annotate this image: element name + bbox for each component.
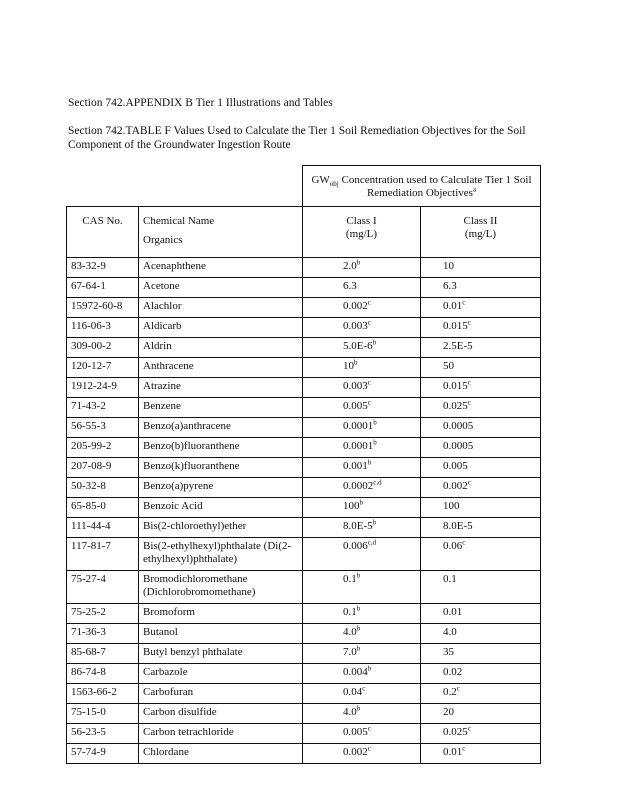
class1-cell — [303, 571, 421, 604]
class2-cell — [421, 518, 541, 538]
class1-footnote: c — [367, 724, 371, 733]
chem-header — [139, 207, 303, 258]
table-row — [67, 538, 541, 571]
class1-value: 0.005 — [343, 400, 368, 412]
class1-value: 8.0E-5 — [343, 520, 373, 532]
class1-cell — [303, 498, 421, 518]
class2-cell — [421, 398, 541, 418]
class1-value: 4.0 — [343, 706, 357, 718]
class1-value: 0.005 — [343, 726, 368, 738]
class1-footnote: b — [356, 258, 361, 267]
cas-cell: 83-32-9 — [67, 258, 139, 278]
class1-value: 6.3 — [343, 280, 357, 292]
class2-cell — [421, 358, 541, 378]
chemical-cell: Bis(2-ethylhexyl)phthalate (Di(2-ethylhexyl)phthalate) — [139, 538, 303, 571]
group-label: GW — [311, 174, 330, 186]
class2-value: 0.02 — [443, 666, 463, 678]
class1-label: Class I — [346, 215, 377, 227]
cas-cell: 71-36-3 — [67, 624, 139, 644]
class1-value: 0.04 — [343, 686, 363, 698]
class1-footnote: b — [356, 604, 361, 613]
class1-value: 5.0E-6 — [343, 340, 373, 352]
table-title: Section 742.TABLE F Values Used to Calculate the Tier 1 Soil Remediation Objectives for the Soil Component of the Groundwater Ingestion Route — [68, 125, 526, 151]
cas-cell: 75-15-0 — [67, 704, 139, 724]
table-row — [67, 684, 541, 704]
class1-value: 0.004 — [343, 666, 368, 678]
cas-cell: 117-81-7 — [67, 538, 139, 571]
cas-cell: 1912-24-9 — [67, 378, 139, 398]
class2-cell — [421, 664, 541, 684]
cas-cell: 71-43-2 — [67, 398, 139, 418]
cas-cell: 57-74-9 — [67, 744, 139, 764]
class1-cell — [303, 378, 421, 398]
class1-footnote: c — [367, 398, 371, 407]
class1-value: 0.003 — [343, 380, 368, 392]
class2-value: 0.002 — [443, 480, 468, 492]
class2-cell — [421, 744, 541, 764]
class1-footnote: b — [359, 498, 363, 507]
class2-cell — [421, 624, 541, 644]
class1-cell — [303, 298, 421, 318]
cas-cell: 75-27-4 — [67, 571, 139, 604]
class1-value: 100 — [343, 500, 360, 512]
table-row — [67, 398, 541, 418]
class1-value: 4.0 — [343, 626, 357, 638]
blank-header — [67, 166, 303, 207]
class2-value: 10 — [443, 260, 454, 272]
class1-footnote: c,d — [373, 478, 382, 487]
chemical-cell: Atrazine — [139, 378, 303, 398]
table-row — [67, 704, 541, 724]
class2-cell — [421, 298, 541, 318]
cas-cell: 120-12-7 — [67, 358, 139, 378]
chemical-cell: Aldrin — [139, 338, 303, 358]
values-table — [66, 165, 541, 764]
chemical-cell: Aldicarb — [139, 318, 303, 338]
cas-cell: 50-32-8 — [67, 478, 139, 498]
cas-cell: 205-99-2 — [67, 438, 139, 458]
class2-footnote: c — [462, 744, 466, 753]
chem-label: Chemical Name — [143, 215, 215, 227]
class1-value: 0.1 — [343, 573, 357, 585]
chemical-cell: Benzo(k)fluoranthene — [139, 458, 303, 478]
class1-value: 0.0001 — [343, 420, 374, 432]
class1-value: 0.1 — [343, 606, 357, 618]
chemical-cell: Benzene — [139, 398, 303, 418]
class1-footnote: c — [367, 744, 371, 753]
class1-footnote: b — [372, 518, 377, 527]
class2-cell — [421, 704, 541, 724]
class1-unit: (mg/L) — [345, 228, 378, 240]
class1-footnote: b — [356, 571, 361, 580]
class2-cell — [421, 258, 541, 278]
class1-footnote: c — [367, 298, 371, 307]
chemical-cell: Benzo(a)anthracene — [139, 418, 303, 438]
class2-footnote: c — [467, 318, 471, 327]
class1-footnote: c — [367, 318, 371, 327]
class2-value: 0.01 — [443, 300, 463, 312]
class1-footnote: c — [367, 378, 371, 387]
class1-footnote: b — [372, 338, 377, 347]
chemical-cell: Acenaphthene — [139, 258, 303, 278]
class1-value: 0.006 — [343, 540, 368, 552]
class1-cell — [303, 724, 421, 744]
class1-cell — [303, 458, 421, 478]
class2-value: 50 — [443, 360, 454, 372]
class2-value: 0.025 — [443, 400, 468, 412]
cas-cell: 75-25-2 — [67, 604, 139, 624]
table-row — [67, 624, 541, 644]
class2-footnote: c — [467, 724, 471, 733]
table-row — [67, 604, 541, 624]
class2-value: 0.01 — [443, 606, 463, 618]
table-row — [67, 664, 541, 684]
table-row — [67, 358, 541, 378]
class1-footnote: b — [356, 644, 361, 653]
table-row — [67, 318, 541, 338]
group-rest: Concentration used to Calculate Tier 1 Soil Remediation Objectives — [338, 174, 532, 199]
cas-cell: 309-00-2 — [67, 338, 139, 358]
class2-label: Class II — [463, 215, 498, 227]
class1-cell — [303, 338, 421, 358]
cas-cell: 56-55-3 — [67, 418, 139, 438]
class2-header — [421, 207, 541, 258]
class1-cell — [303, 438, 421, 458]
group-sub: obj — [329, 180, 339, 189]
chemical-cell: Bromoform — [139, 604, 303, 624]
class2-value: 0.025 — [443, 726, 468, 738]
chemical-cell: Acetone — [139, 278, 303, 298]
cas-cell: 67-64-1 — [67, 278, 139, 298]
class1-value: 0.0002 — [343, 480, 374, 492]
class2-footnote: c — [467, 478, 471, 487]
class2-value: 0.1 — [443, 573, 457, 585]
class1-cell — [303, 664, 421, 684]
table-row — [67, 258, 541, 278]
class1-footnote: c,d — [367, 538, 377, 547]
class2-cell — [421, 724, 541, 744]
class2-value: 0.01 — [443, 746, 463, 758]
class1-cell — [303, 644, 421, 664]
chemical-cell: Benzoic Acid — [139, 498, 303, 518]
class2-value: 100 — [443, 500, 460, 512]
chemical-cell: Bromodichloromethane (Dichlorobromomethane) — [139, 571, 303, 604]
class1-cell — [303, 744, 421, 764]
class1-cell — [303, 684, 421, 704]
class1-value: 7.0 — [343, 646, 357, 658]
class2-footnote: c — [467, 398, 471, 407]
class2-cell — [421, 644, 541, 664]
class1-value: 2.0 — [343, 260, 357, 272]
class2-cell — [421, 438, 541, 458]
class1-footnote: b — [356, 704, 361, 713]
table-row — [67, 438, 541, 458]
class1-cell — [303, 398, 421, 418]
class2-value: 0.06 — [443, 540, 463, 552]
chemical-cell: Benzo(b)fluoranthene — [139, 438, 303, 458]
class2-unit: (mg/L) — [464, 228, 497, 240]
class2-footnote: c — [456, 684, 460, 693]
chemical-cell: Butanol — [139, 624, 303, 644]
cas-cell: 85-68-7 — [67, 644, 139, 664]
table-row — [67, 498, 541, 518]
cas-cell: 111-44-4 — [67, 518, 139, 538]
class2-cell — [421, 478, 541, 498]
class2-cell — [421, 684, 541, 704]
cas-cell: 116-06-3 — [67, 318, 139, 338]
table-row — [67, 278, 541, 298]
class1-value: 0.0001 — [343, 440, 374, 452]
chemical-cell: Carbazole — [139, 664, 303, 684]
class1-header — [303, 207, 421, 258]
table-row — [67, 571, 541, 604]
class1-value: 0.002 — [343, 746, 368, 758]
table-row — [67, 644, 541, 664]
chemical-cell: Carbon disulfide — [139, 704, 303, 724]
class1-value: 0.001 — [343, 460, 368, 472]
class1-cell — [303, 478, 421, 498]
class2-value: 0.2 — [443, 686, 457, 698]
class1-cell — [303, 604, 421, 624]
class1-cell — [303, 278, 421, 298]
class1-footnote: b — [367, 664, 372, 673]
class1-value: 10 — [343, 360, 354, 372]
class1-footnote: b — [356, 624, 361, 633]
class1-footnote: b — [373, 438, 377, 447]
chemical-cell: Anthracene — [139, 358, 303, 378]
class2-value: 0.0005 — [443, 440, 474, 452]
table-row — [67, 458, 541, 478]
class2-cell — [421, 378, 541, 398]
cas-cell: 15972-60-8 — [67, 298, 139, 318]
table-body — [67, 258, 541, 764]
class2-cell — [421, 278, 541, 298]
class1-cell — [303, 518, 421, 538]
table-row — [67, 478, 541, 498]
table-row — [67, 338, 541, 358]
chemical-cell: Butyl benzyl phthalate — [139, 644, 303, 664]
cas-header: CAS No. — [67, 207, 139, 258]
class2-cell — [421, 498, 541, 518]
class2-cell — [421, 458, 541, 478]
class2-value: 0.0005 — [443, 420, 474, 432]
chemical-cell: Bis(2-chloroethyl)ether — [139, 518, 303, 538]
class1-value: 0.002 — [343, 300, 368, 312]
cas-cell: 65-85-0 — [67, 498, 139, 518]
chemical-cell: Benzo(a)pyrene — [139, 478, 303, 498]
class1-cell — [303, 358, 421, 378]
class2-cell — [421, 604, 541, 624]
group-sup: a — [472, 185, 477, 194]
class2-value: 35 — [443, 646, 454, 658]
cas-cell: 1563-66-2 — [67, 684, 139, 704]
class1-cell — [303, 538, 421, 571]
group-header — [303, 166, 541, 207]
class2-value: 0.005 — [443, 460, 468, 472]
class1-cell — [303, 704, 421, 724]
class1-footnote: b — [354, 358, 358, 367]
class2-cell — [421, 418, 541, 438]
table-row — [67, 744, 541, 764]
class1-cell — [303, 624, 421, 644]
table-row — [67, 518, 541, 538]
class1-footnote: c — [362, 684, 366, 693]
class2-cell — [421, 318, 541, 338]
organics-label: Organics — [143, 234, 183, 246]
chemical-cell: Carbofuran — [139, 684, 303, 704]
class2-value: 0.015 — [443, 380, 468, 392]
class2-footnote: c — [467, 378, 471, 387]
class2-value: 8.0E-5 — [443, 520, 473, 532]
table-row — [67, 724, 541, 744]
class2-cell — [421, 538, 541, 571]
class1-cell — [303, 318, 421, 338]
class1-value: 0.003 — [343, 320, 368, 332]
section-title: Section 742.APPENDIX B Tier 1 Illustrations and Tables — [68, 97, 333, 109]
class2-footnote: c — [462, 538, 466, 547]
class2-value: 4.0 — [443, 626, 457, 638]
chemical-cell: Carbon tetrachloride — [139, 724, 303, 744]
class2-cell — [421, 338, 541, 358]
chemical-cell: Chlordane — [139, 744, 303, 764]
class1-cell — [303, 258, 421, 278]
class2-cell — [421, 571, 541, 604]
cas-cell: 207-08-9 — [67, 458, 139, 478]
table-row — [67, 298, 541, 318]
class1-footnote: b — [373, 418, 377, 427]
class2-value: 0.015 — [443, 320, 468, 332]
class2-footnote: c — [462, 298, 466, 307]
table-row — [67, 418, 541, 438]
table-row — [67, 378, 541, 398]
chemical-cell: Alachlor — [139, 298, 303, 318]
class1-footnote: b — [367, 458, 372, 467]
class2-value: 20 — [443, 706, 454, 718]
cas-cell: 56-23-5 — [67, 724, 139, 744]
cas-cell: 86-74-8 — [67, 664, 139, 684]
class2-value: 6.3 — [443, 280, 457, 292]
class1-cell — [303, 418, 421, 438]
class2-value: 2.5E-5 — [443, 340, 473, 352]
